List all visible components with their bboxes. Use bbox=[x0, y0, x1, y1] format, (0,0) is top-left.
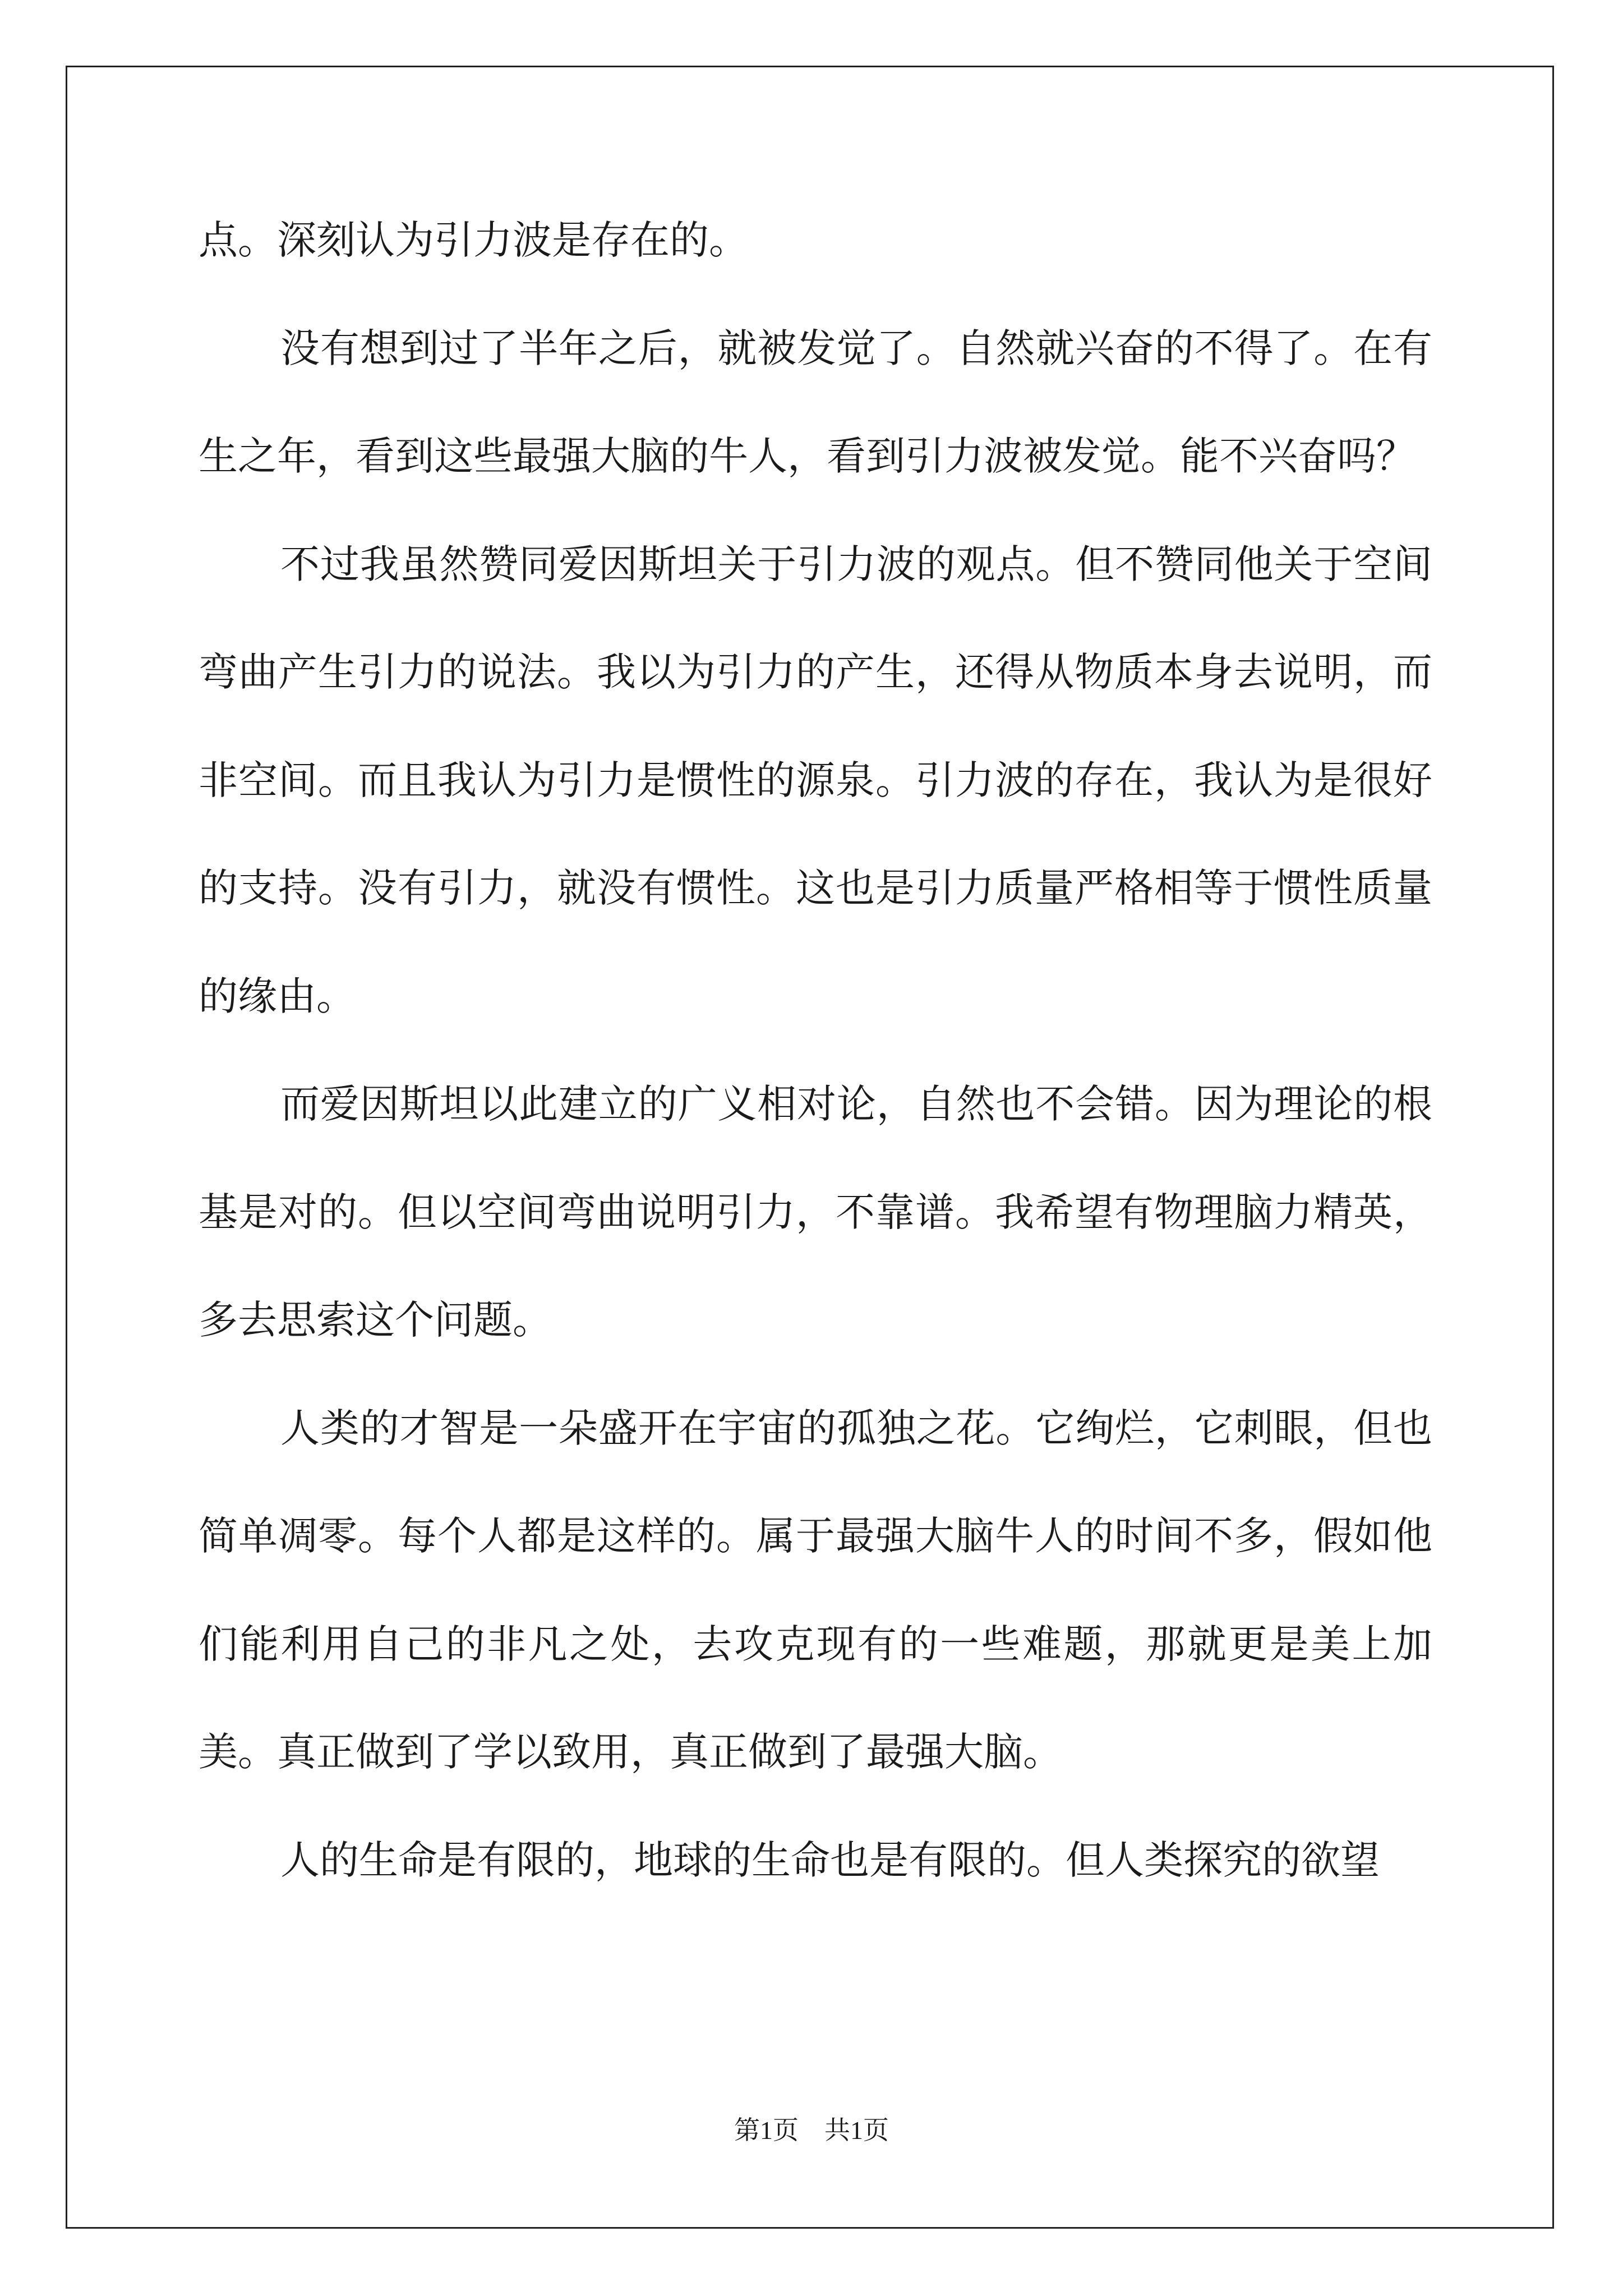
paragraph-3: 不过我虽然赞同爱因斯坦关于引力波的观点。但不赞同他关于空间弯曲产生引力的说法。我以为引力的产生，还得从物质本身去说明，而非空间。而且我认为引力是惯性的源泉。引力波的存在，我认为是很好的支持。没有引力，就没有惯性。这也是引力质量严格相等于惯性质量的缘由。 bbox=[199, 541, 1432, 1019]
paragraph-6: 人的生命是有限的，地球的生命也是有限的。但人类探究的欲望 bbox=[280, 1837, 1380, 1883]
paragraph-5: 人类的才智是一朵盛开在宇宙的孤独之花。它绚烂，它刺眼，但也简单凋零。每个人都是这样的。属于最强大脑牛人的时间不多，假如他们能利用自己的非凡之处，去攻克现有的一些难题，那就更是美上加美。真正做到了学以致用，真正做到了最强大脑。 bbox=[199, 1405, 1432, 1775]
paragraph-4: 而爱因斯坦以此建立的广义相对论，自然也不会错。因为理论的根基是对的。但以空间弯曲说明引力，不靠谱。我希望有物理脑力精英，多去思索这个问题。 bbox=[199, 1081, 1432, 1343]
page-footer: 第1页 共1页 bbox=[734, 2116, 889, 2145]
paragraph-2: 没有想到过了半年之后，就被发觉了。自然就兴奋的不得了。在有生之年，看到这些最强大脑的牛人，看到引力波被发觉。能不兴奋吗？ bbox=[199, 325, 1432, 479]
document-body bbox=[199, 186, 1432, 1914]
paragraph-1: 点。深刻认为引力波是存在的。 bbox=[199, 217, 748, 263]
